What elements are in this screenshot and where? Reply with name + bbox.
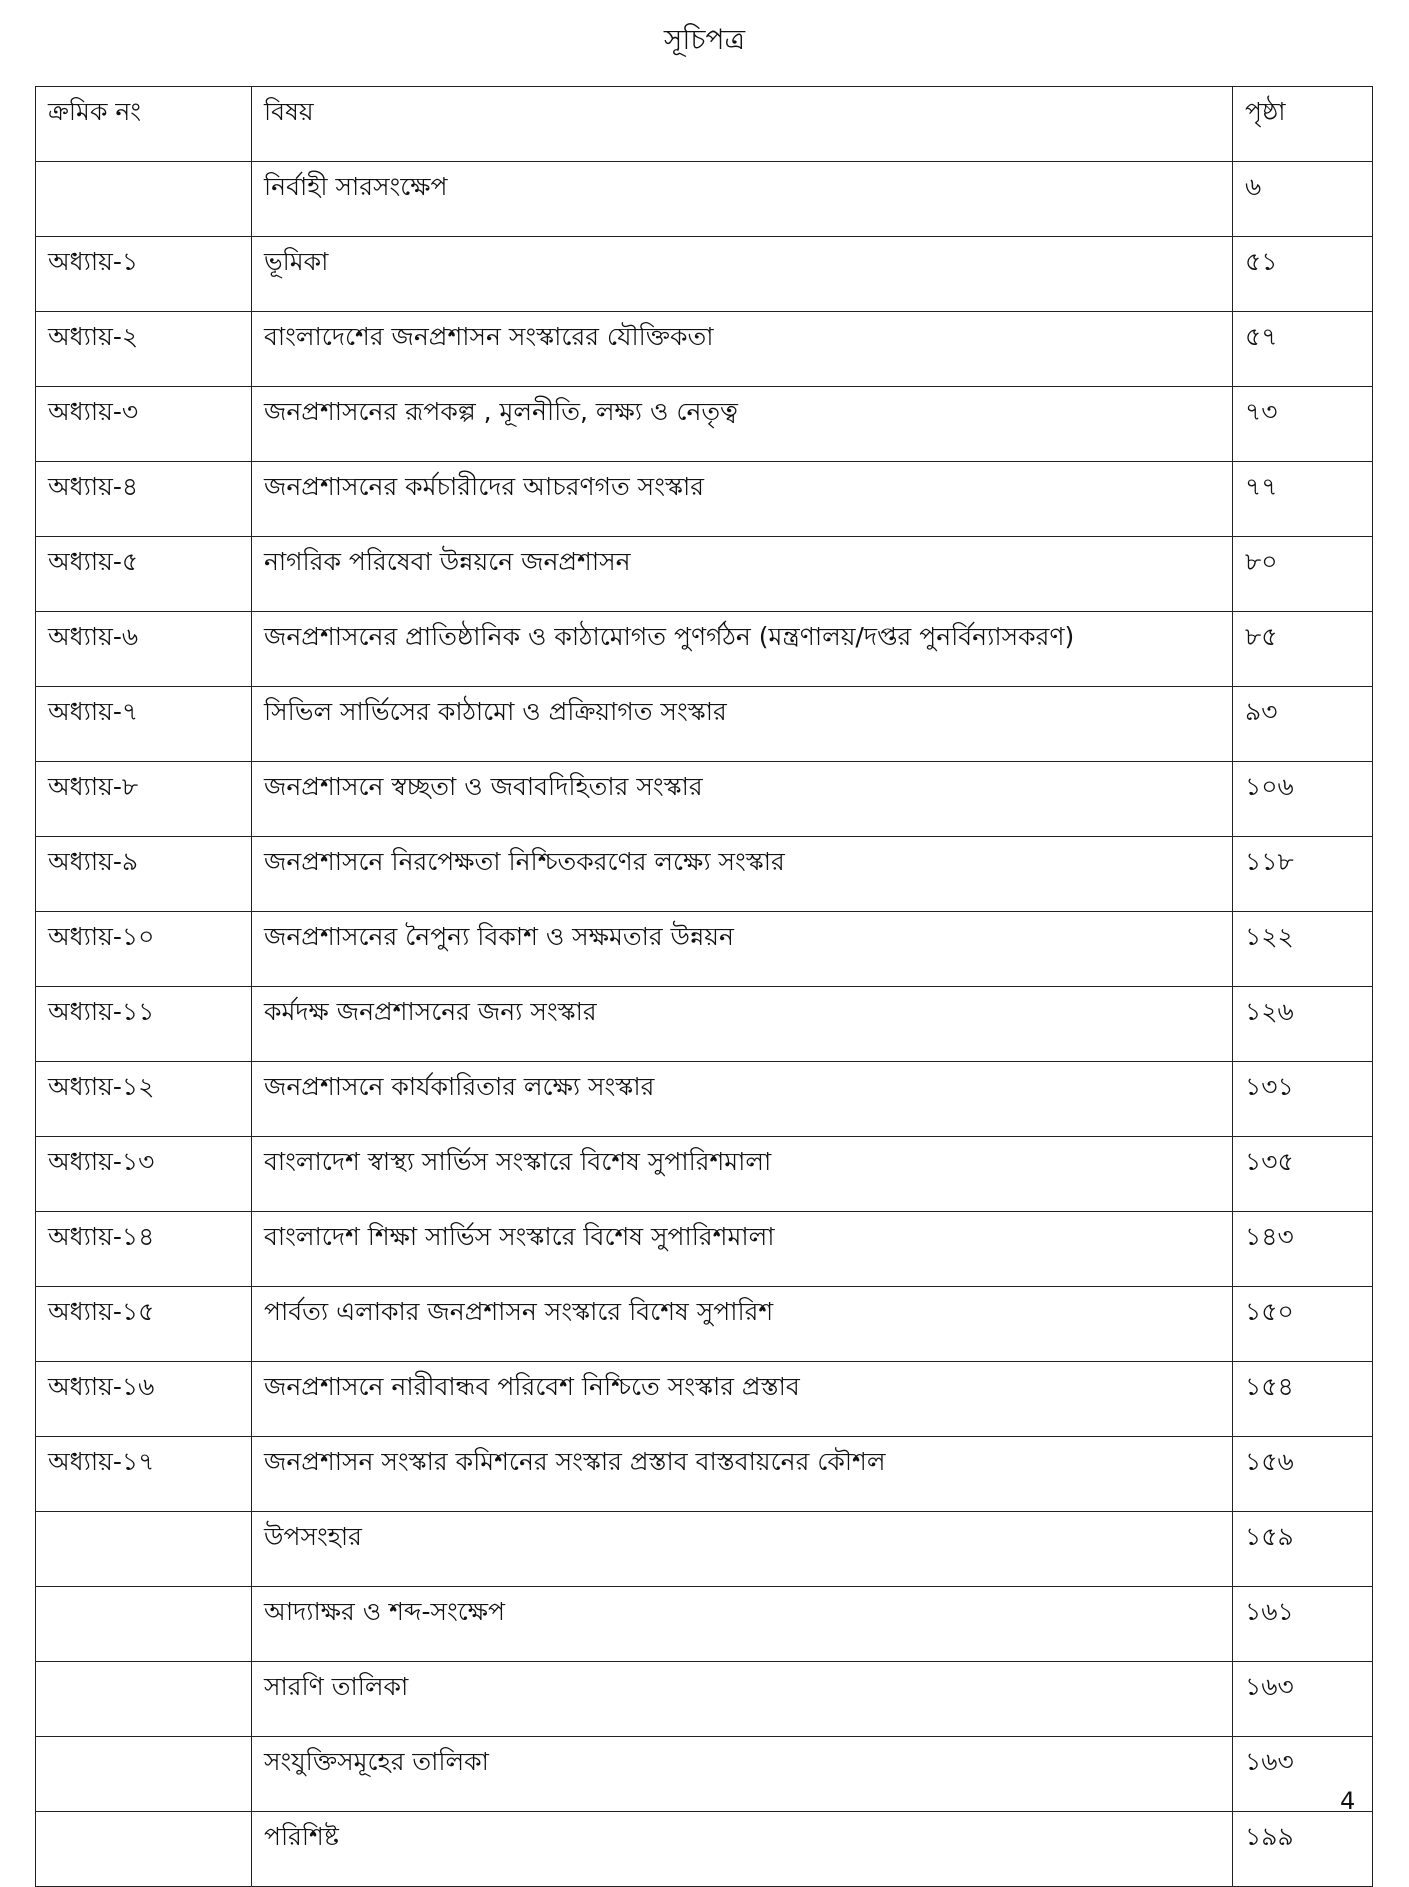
table-row bbox=[36, 387, 1373, 462]
table-row bbox=[36, 162, 1373, 237]
row-serial: অধ্যায়-৯ bbox=[36, 837, 252, 912]
row-page: ১২৬ bbox=[1233, 987, 1373, 1062]
row-serial: অধ্যায়-১৬ bbox=[36, 1362, 252, 1437]
row-page: ১৫৪ bbox=[1233, 1362, 1373, 1437]
row-page: ১৬৩ bbox=[1233, 1737, 1373, 1812]
table-row bbox=[36, 612, 1373, 687]
row-subject: পার্বত্য এলাকার জনপ্রশাসন সংস্কারে বিশেষ সুপারিশ bbox=[252, 1287, 1233, 1362]
row-page: ১৫৯ bbox=[1233, 1512, 1373, 1587]
row-subject: জনপ্রশাসনে কার্যকারিতার লক্ষ্যে সংস্কার bbox=[252, 1062, 1233, 1137]
row-subject: কর্মদক্ষ জনপ্রশাসনের জন্য সংস্কার bbox=[252, 987, 1233, 1062]
row-subject: জনপ্রশাসনে স্বচ্ছতা ও জবাবদিহিতার সংস্কার bbox=[252, 762, 1233, 837]
row-serial: অধ্যায়-১০ bbox=[36, 912, 252, 987]
row-page: ৬ bbox=[1233, 162, 1373, 237]
row-page: ১৫০ bbox=[1233, 1287, 1373, 1362]
row-subject: জনপ্রশাসনের রূপকল্প , মূলনীতি, লক্ষ্য ও নেতৃত্ব bbox=[252, 387, 1233, 462]
row-page: ১৫৬ bbox=[1233, 1437, 1373, 1512]
row-page: ১০৬ bbox=[1233, 762, 1373, 837]
row-page: ১৩১ bbox=[1233, 1062, 1373, 1137]
row-serial: অধ্যায়-১১ bbox=[36, 987, 252, 1062]
row-page: ১৪৩ bbox=[1233, 1212, 1373, 1287]
row-subject: জনপ্রশাসনে নারীবান্ধব পরিবেশ নিশ্চিতে সংস্কার প্রস্তাব bbox=[252, 1362, 1233, 1437]
table-row bbox=[36, 987, 1373, 1062]
row-subject: জনপ্রশাসনের প্রাতিষ্ঠানিক ও কাঠামোগত পুণর্গঠন (মন্ত্রণালয়/দপ্তর পুনর্বিন্যাসকরণ) bbox=[252, 612, 1233, 687]
row-serial bbox=[36, 162, 252, 237]
row-page: ৮৫ bbox=[1233, 612, 1373, 687]
row-page: ৭৭ bbox=[1233, 462, 1373, 537]
row-page: ৯৩ bbox=[1233, 687, 1373, 762]
table-row bbox=[36, 312, 1373, 387]
table-row bbox=[36, 837, 1373, 912]
row-page: ১৬৩ bbox=[1233, 1662, 1373, 1737]
row-serial: অধ্যায়-১ bbox=[36, 237, 252, 312]
row-subject: ভূমিকা bbox=[252, 237, 1233, 312]
page-number: 4 bbox=[1340, 1787, 1356, 1815]
row-subject: উপসংহার bbox=[252, 1512, 1233, 1587]
row-serial bbox=[36, 1512, 252, 1587]
table-row bbox=[36, 237, 1373, 312]
table-row bbox=[36, 762, 1373, 837]
table-row bbox=[36, 1212, 1373, 1287]
table-row bbox=[36, 1737, 1373, 1812]
row-serial: অধ্যায়-৩ bbox=[36, 387, 252, 462]
row-page: ১৬১ bbox=[1233, 1587, 1373, 1662]
table-row bbox=[36, 1287, 1373, 1362]
page-title: সূচিপত্র bbox=[663, 23, 746, 56]
table-row bbox=[36, 687, 1373, 762]
row-serial: অধ্যায়-১২ bbox=[36, 1062, 252, 1137]
row-page: ১১৮ bbox=[1233, 837, 1373, 912]
row-page: ৮০ bbox=[1233, 537, 1373, 612]
row-serial: অধ্যায়-২ bbox=[36, 312, 252, 387]
header-serial: ক্রমিক নং bbox=[36, 87, 252, 162]
row-serial: অধ্যায়-৭ bbox=[36, 687, 252, 762]
row-serial: অধ্যায়-৪ bbox=[36, 462, 252, 537]
row-page: ১৩৫ bbox=[1233, 1137, 1373, 1212]
row-serial: অধ্যায়-১৪ bbox=[36, 1212, 252, 1287]
table-row bbox=[36, 1812, 1373, 1887]
row-serial: অধ্যায়-১৫ bbox=[36, 1287, 252, 1362]
row-page: ১৯৯ bbox=[1233, 1812, 1373, 1887]
table-row bbox=[36, 537, 1373, 612]
table-row bbox=[36, 1512, 1373, 1587]
table-row bbox=[36, 1362, 1373, 1437]
table-row bbox=[36, 1662, 1373, 1737]
row-page: ৫১ bbox=[1233, 237, 1373, 312]
row-serial bbox=[36, 1662, 252, 1737]
row-subject: সংযুক্তিসমূহের তালিকা bbox=[252, 1737, 1233, 1812]
row-serial bbox=[36, 1587, 252, 1662]
table-of-contents bbox=[35, 86, 1373, 1887]
header-subject: বিষয় bbox=[252, 87, 1233, 162]
row-subject: জনপ্রশাসন সংস্কার কমিশনের সংস্কার প্রস্তাব বাস্তবায়নের কৌশল bbox=[252, 1437, 1233, 1512]
row-subject: সিভিল সার্ভিসের কাঠামো ও প্রক্রিয়াগত সংস্কার bbox=[252, 687, 1233, 762]
row-serial: অধ্যায়-১৩ bbox=[36, 1137, 252, 1212]
table-row bbox=[36, 1137, 1373, 1212]
row-page: ১২২ bbox=[1233, 912, 1373, 987]
row-subject: নির্বাহী সারসংক্ষেপ bbox=[252, 162, 1233, 237]
row-subject: জনপ্রশাসনে নিরপেক্ষতা নিশ্চিতকরণের লক্ষ্যে সংস্কার bbox=[252, 837, 1233, 912]
row-serial: অধ্যায়-৬ bbox=[36, 612, 252, 687]
row-serial: অধ্যায়-১৭ bbox=[36, 1437, 252, 1512]
row-serial bbox=[36, 1737, 252, 1812]
table-header-row bbox=[36, 87, 1373, 162]
header-page: পৃষ্ঠা bbox=[1233, 87, 1373, 162]
table-row bbox=[36, 912, 1373, 987]
table-row bbox=[36, 1587, 1373, 1662]
table-row bbox=[36, 1437, 1373, 1512]
row-subject: জনপ্রশাসনের কর্মচারীদের আচরণগত সংস্কার bbox=[252, 462, 1233, 537]
row-page: ৭৩ bbox=[1233, 387, 1373, 462]
row-subject: সারণি তালিকা bbox=[252, 1662, 1233, 1737]
table-row bbox=[36, 462, 1373, 537]
table-row bbox=[36, 1062, 1373, 1137]
row-subject: নাগরিক পরিষেবা উন্নয়নে জনপ্রশাসন bbox=[252, 537, 1233, 612]
row-subject: বাংলাদেশ স্বাস্থ্য সার্ভিস সংস্কারে বিশেষ সুপারিশমালা bbox=[252, 1137, 1233, 1212]
row-subject: পরিশিষ্ট bbox=[252, 1812, 1233, 1887]
row-serial bbox=[36, 1812, 252, 1887]
row-subject: বাংলাদেশের জনপ্রশাসন সংস্কারের যৌক্তিকতা bbox=[252, 312, 1233, 387]
row-serial: অধ্যায়-৫ bbox=[36, 537, 252, 612]
row-subject: আদ্যাক্ষর ও শব্দ-সংক্ষেপ bbox=[252, 1587, 1233, 1662]
row-subject: বাংলাদেশ শিক্ষা সার্ভিস সংস্কারে বিশেষ সুপারিশমালা bbox=[252, 1212, 1233, 1287]
row-serial: অধ্যায়-৮ bbox=[36, 762, 252, 837]
row-subject: জনপ্রশাসনের নৈপুন্য বিকাশ ও সক্ষমতার উন্নয়ন bbox=[252, 912, 1233, 987]
row-page: ৫৭ bbox=[1233, 312, 1373, 387]
